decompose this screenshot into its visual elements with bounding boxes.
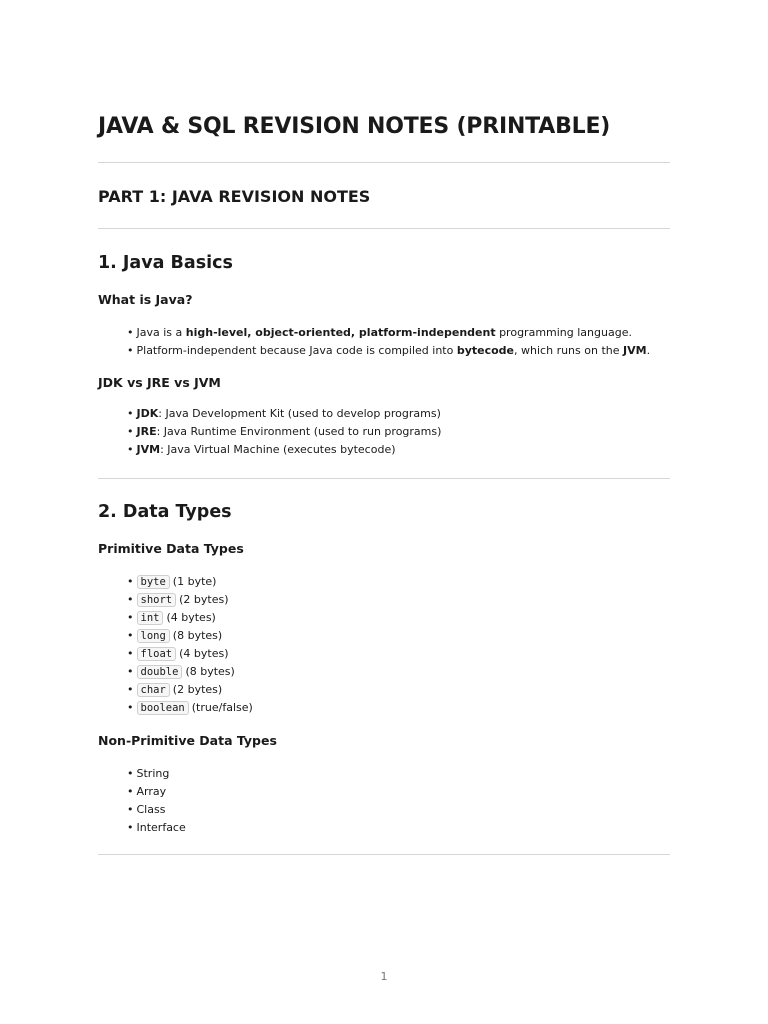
bullet: • xyxy=(127,425,134,438)
list-item: • JVM: Java Virtual Machine (executes bytecode) xyxy=(127,443,396,456)
primitive-types-heading: Primitive Data Types xyxy=(98,541,244,556)
section-data-types-heading: 2. Data Types xyxy=(98,502,232,522)
jdk-jre-jvm-list xyxy=(127,405,441,459)
document-title: JAVA & SQL REVISION NOTES (PRINTABLE) xyxy=(98,114,611,139)
what-is-java-list xyxy=(127,324,650,360)
divider xyxy=(98,854,670,855)
list-item: • short (2 bytes) xyxy=(127,593,229,606)
list-item: • boolean (true/false) xyxy=(127,701,253,714)
primitive-types-list xyxy=(127,573,253,717)
code-inline: int xyxy=(137,611,164,625)
what-is-java-heading: What is Java? xyxy=(98,292,193,307)
list-item: • JRE: Java Runtime Environment (used to run programs) xyxy=(127,425,442,438)
part1-heading: PART 1: JAVA REVISION NOTES xyxy=(98,187,371,206)
section-java-basics-heading: 1. Java Basics xyxy=(98,253,233,273)
bullet: • xyxy=(127,326,134,339)
page-number: 1 xyxy=(380,970,388,983)
list-item: • int (4 bytes) xyxy=(127,611,216,624)
bullet: • xyxy=(127,407,134,420)
list-item: • Class xyxy=(127,803,166,816)
non-primitive-types-list xyxy=(127,765,186,837)
list-item: • char (2 bytes) xyxy=(127,683,223,696)
code-inline: float xyxy=(137,647,177,661)
divider xyxy=(98,162,670,163)
code-inline: char xyxy=(137,683,170,697)
list-item: • Array xyxy=(127,785,167,798)
code-inline: short xyxy=(137,593,177,607)
list-item: • float (4 bytes) xyxy=(127,647,229,660)
list-item: • Java is a high-level, object-oriented, platform-independent programming language. xyxy=(127,326,632,339)
code-inline: double xyxy=(137,665,183,679)
divider xyxy=(98,228,670,229)
list-item: • Platform-independent because Java code is compiled into bytecode, which runs on the JVM. xyxy=(127,344,651,357)
bullet: • xyxy=(127,344,134,357)
list-item: • byte (1 byte) xyxy=(127,575,217,588)
list-item: • JDK: Java Development Kit (used to develop programs) xyxy=(127,407,441,420)
divider xyxy=(98,478,670,479)
code-inline: long xyxy=(137,629,170,643)
list-item: • String xyxy=(127,767,170,780)
bullet: • xyxy=(127,443,134,456)
code-inline: boolean xyxy=(137,701,189,715)
list-item: • double (8 bytes) xyxy=(127,665,235,678)
non-primitive-types-heading: Non-Primitive Data Types xyxy=(98,733,277,748)
list-item: • Interface xyxy=(127,821,186,834)
code-inline: byte xyxy=(137,575,170,589)
list-item: • long (8 bytes) xyxy=(127,629,223,642)
jdk-jre-jvm-heading: JDK vs JRE vs JVM xyxy=(98,375,221,390)
